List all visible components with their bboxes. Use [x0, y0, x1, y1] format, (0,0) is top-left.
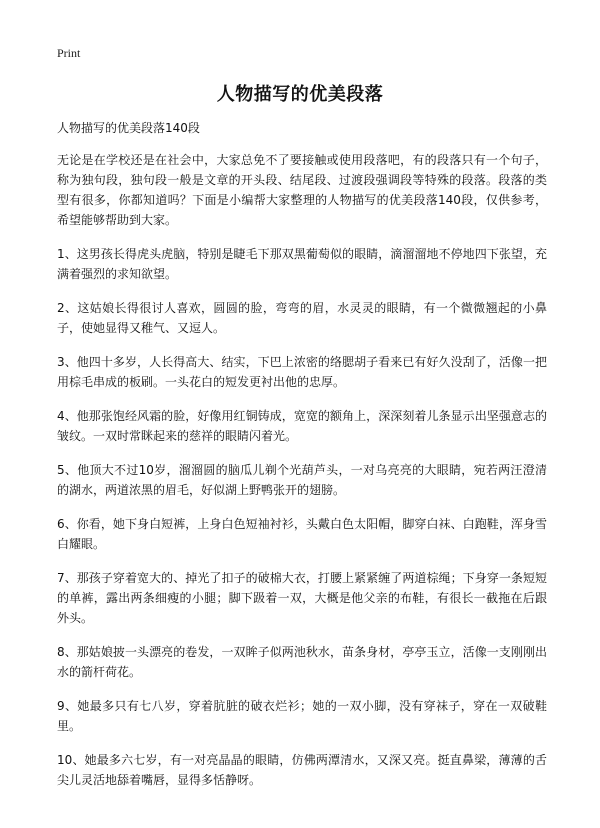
list-item: 2、这姑娘长得很讨人喜欢，圆圆的脸，弯弯的眉，水灵灵的眼睛，有一个微微翘起的小鼻子，使她显得又稚气、又逗人。: [57, 301, 547, 335]
list-item: 5、他顶大不过10岁，溜溜圆的脑瓜儿剃个光葫芦头，一对乌亮亮的大眼睛，宛若两汪澄清的湖水，两道浓黑的眉毛，好似湖上野鸭张开的翅膀。: [57, 463, 547, 497]
intro-paragraph: 无论是在学校还是在社会中，大家总免不了要接触或使用段落吧，有的段落只有一个句子，称为独句段，独句段一般是文章的开头段、结尾段、过渡段强调段等特殊的段落。段落的类型有很多，你都知道吗？下面是小编帮大家整理的人物描写的优美段落140段，仅供参考，希望能够帮助到大家。: [57, 153, 547, 227]
list-item: 3、他四十多岁，人长得高大、结实，下巴上浓密的络腮胡子看来已有好久没刮了，活像一把用棕毛串成的板刷。一头花白的短发更衬出他的忠厚。: [57, 355, 547, 389]
list-item: 6、你看，她下身白短裤，上身白色短袖衬衫，头戴白色太阳帽，脚穿白袜、白跑鞋，浑身雪白耀眼。: [57, 517, 547, 551]
list-item: 10、她最多六七岁，有一对亮晶晶的眼睛，仿佛两潭清水，又深又亮。挺直鼻梁，薄薄的舌尖儿灵活地舔着嘴唇，显得多恬静呀。: [57, 753, 547, 787]
print-link[interactable]: Print: [57, 46, 81, 60]
list-item: 9、她最多只有七八岁，穿着肮脏的破衣烂衫；她的一双小脚，没有穿袜子，穿在一双破鞋里。: [57, 699, 547, 733]
list-item: 4、他那张饱经风霜的脸，好像用红铜铸成，宽宽的额角上，深深刻着儿条显示出坚强意志的皱纹。一双时常眯起来的慈祥的眼睛闪着光。: [57, 409, 547, 443]
article-subtitle: 人物描写的优美段落140段: [57, 121, 200, 135]
list-item: 8、那姑娘披一头漂亮的卷发，一双眸子似两池秋水，苗条身材，亭亭玉立，活像一支刚刚出水的箭杆荷花。: [57, 645, 547, 679]
page-title: 人物描写的优美段落: [216, 84, 384, 105]
article-body: [57, 118, 547, 804]
list-item: 7、那孩子穿着宽大的、掉光了扣子的破棉大衣，打腰上紧紧缠了两道棕绳；下身穿一条短短的单裤，露出两条细瘦的小腿；脚下趿着一双，大概是他父亲的布鞋，有很长一截拖在后跟外头。: [57, 571, 547, 625]
list-item: 1、这男孩长得虎头虎脑，特别是睫毛下那双黑葡萄似的眼睛，滴溜溜地不停地四下张望，充满着强烈的求知欲望。: [57, 247, 547, 281]
